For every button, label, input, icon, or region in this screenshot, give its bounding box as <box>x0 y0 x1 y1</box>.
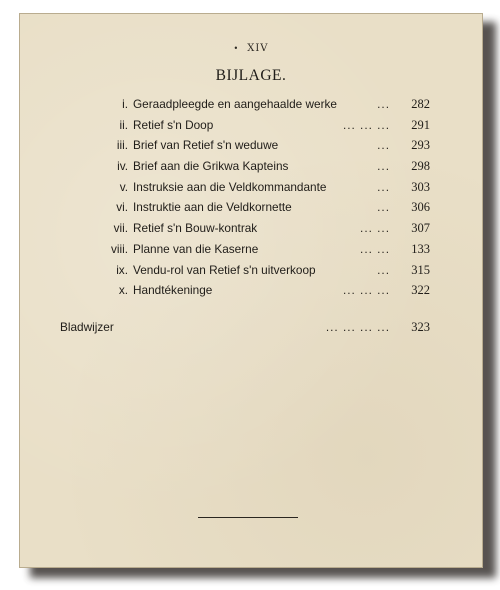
entry-title: Retief s'n Bouw-kontrak <box>133 221 258 236</box>
entry-title: Instruktie aan die Veldkornette <box>133 200 292 215</box>
entry-title: Brief van Retief s'n weduwe <box>133 138 279 153</box>
appendix-entry <box>80 97 430 118</box>
closing-rule <box>198 517 298 518</box>
entry-page: 293 <box>411 138 430 153</box>
appendix-entry <box>80 159 430 180</box>
appendix-entry <box>80 200 430 221</box>
entry-number: iv. <box>117 159 128 174</box>
appendix-entry <box>80 180 430 201</box>
section-heading: BIJLAGE. <box>215 67 287 84</box>
entry-title: Brief aan die Grikwa Kapteins <box>133 159 289 174</box>
appendix-entry <box>80 242 430 263</box>
index-page: 323 <box>411 320 430 334</box>
entry-leader: ... <box>377 138 390 153</box>
entry-leader: ... <box>377 179 390 194</box>
appendix-entry <box>80 118 430 139</box>
entry-number: i. <box>122 97 128 111</box>
index-title: Bladwijzer <box>60 320 114 334</box>
index-leader: ... ... ... ... <box>325 320 390 334</box>
entry-number: iii. <box>116 138 128 153</box>
entry-number: x. <box>118 283 128 298</box>
entry-leader: ... <box>377 200 390 215</box>
entry-number: vii. <box>113 221 128 236</box>
entry-number: vi. <box>116 200 128 215</box>
entry-title: Handtékeninge <box>133 283 213 298</box>
appendix-entry <box>80 283 430 304</box>
entry-title: Retief s'n Doop <box>133 117 214 132</box>
entry-leader: ... ... <box>360 221 390 236</box>
entry-number: ix. <box>116 262 128 277</box>
entry-leader: ... ... <box>360 241 390 256</box>
entry-leader: ... ... ... <box>342 283 390 298</box>
entry-page: 303 <box>411 179 430 194</box>
entry-leader: ... <box>377 97 390 111</box>
entry-page: 306 <box>411 200 430 215</box>
entry-title: Vendu-rol van Retief s'n uitverkoop <box>133 262 316 277</box>
index-entry <box>60 320 430 335</box>
entry-page: 315 <box>411 262 430 277</box>
entry-page: 322 <box>411 283 430 298</box>
entry-leader: ... <box>377 159 390 174</box>
entry-title: Geraadpleegde en aangehaalde werke <box>133 97 337 111</box>
entry-leader: ... ... ... <box>342 117 390 132</box>
entry-title: Instruksie aan die Veldkommandante <box>133 179 327 194</box>
book-page <box>19 13 483 568</box>
entry-number: viii. <box>110 241 128 256</box>
appendix-entry <box>80 138 430 159</box>
entry-number: ii. <box>119 117 128 132</box>
entry-title: Planne van die Kaserne <box>133 241 259 256</box>
page-number <box>20 43 482 54</box>
entry-page: 298 <box>411 159 430 174</box>
entry-page: 307 <box>411 221 430 236</box>
entry-leader: ... <box>377 262 390 277</box>
page-number-dot: • <box>233 44 240 53</box>
appendix-entry <box>80 263 430 284</box>
entry-page: 282 <box>411 97 430 111</box>
entry-page: 133 <box>411 241 430 256</box>
entry-number: v. <box>119 179 128 194</box>
entry-page: 291 <box>411 117 430 132</box>
page-number-text: XIV <box>247 43 269 54</box>
appendix-list <box>80 97 430 304</box>
appendix-entry <box>80 221 430 242</box>
